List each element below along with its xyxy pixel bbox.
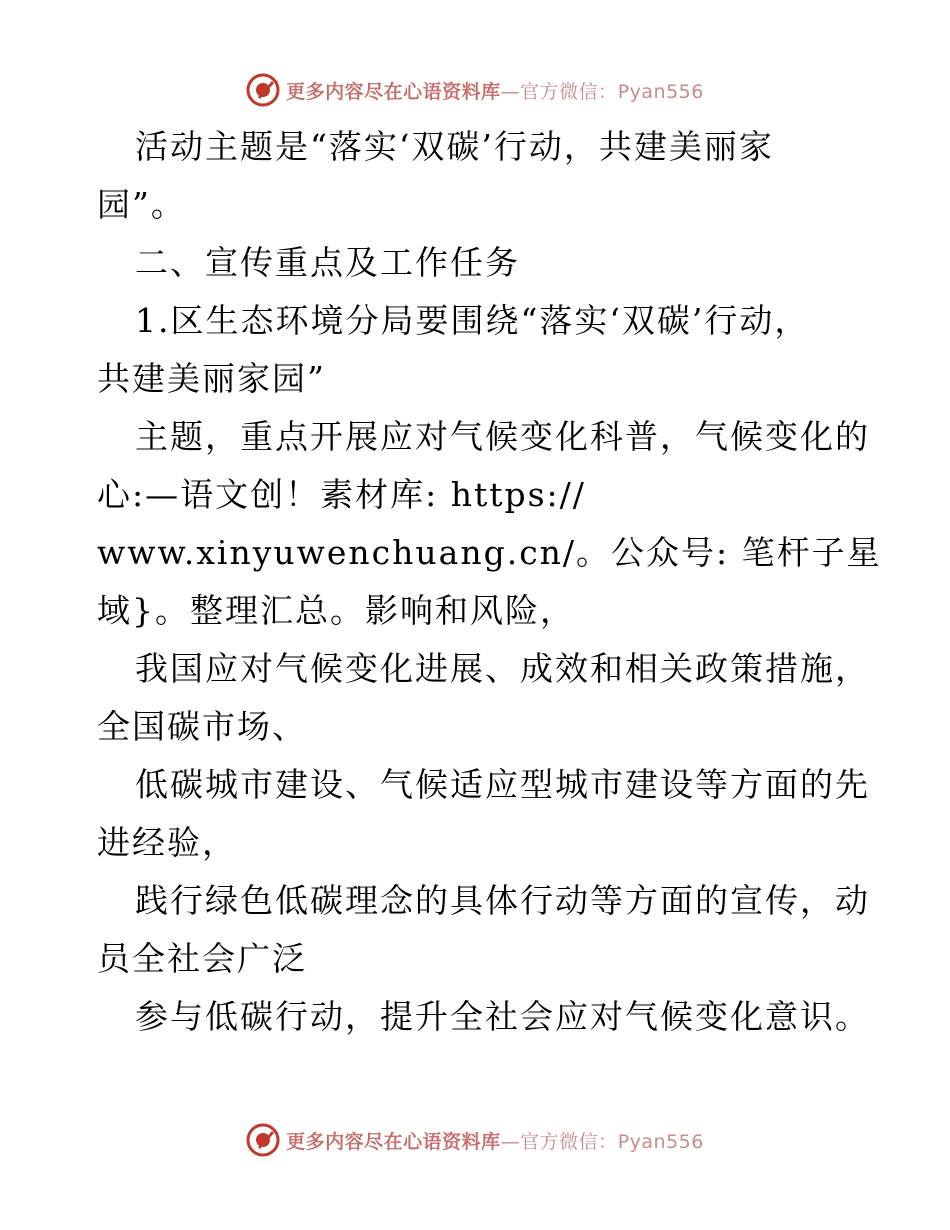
body-line: 园”。	[97, 185, 186, 224]
header-text	[286, 77, 704, 104]
body-line: 进经验，	[97, 823, 237, 862]
section-heading: 二、宣传重点及工作任务	[135, 243, 520, 282]
body-line: 员全社会广泛	[97, 939, 307, 978]
footer-dash: —	[500, 1130, 521, 1153]
header-banner	[0, 70, 950, 110]
body-line: 心:—语文创！素材库: https://	[97, 475, 586, 514]
header-wechat-id: Pyan556	[617, 80, 704, 103]
body-line: 践行绿色低碳理念的具体行动等方面的宣传，动	[135, 881, 870, 920]
document-body	[97, 118, 882, 1046]
brand-logo-icon	[246, 73, 280, 107]
body-line: 域}。整理汇总。影响和风险，	[97, 591, 575, 630]
body-line: 低碳城市建设、气候适应型城市建设等方面的先	[135, 765, 870, 804]
footer-wechat-id: Pyan556	[617, 1130, 704, 1153]
header-brand: 更多内容尽在心语资料库	[286, 80, 501, 103]
body-line: 1.区生态环境分局要围绕“落实‘双碳’行动，	[135, 301, 810, 340]
footer-label: 官方微信：	[520, 1130, 618, 1153]
header-label: 官方微信：	[520, 80, 618, 103]
brand-logo-icon	[246, 1123, 280, 1157]
footer-brand: 更多内容尽在心语资料库	[286, 1130, 501, 1153]
header-dash: —	[500, 80, 521, 103]
body-line: 参与低碳行动，提升全社会应对气候变化意识。	[135, 997, 870, 1036]
body-line: www.xinyuwenchuang.cn/。公众号: 笔杆子星	[97, 533, 882, 572]
body-line: 共建美丽家园”	[97, 359, 326, 398]
body-line: 主题，重点开展应对气候变化科普，气候变化的	[135, 417, 870, 456]
body-line: 我国应对气候变化进展、成效和相关政策措施，	[135, 649, 870, 688]
footer-text	[286, 1127, 704, 1154]
footer-banner	[0, 1120, 950, 1160]
body-line: 全国碳市场、	[97, 707, 307, 746]
body-line: 活动主题是“落实‘双碳’行动，共建美丽家	[135, 127, 774, 166]
